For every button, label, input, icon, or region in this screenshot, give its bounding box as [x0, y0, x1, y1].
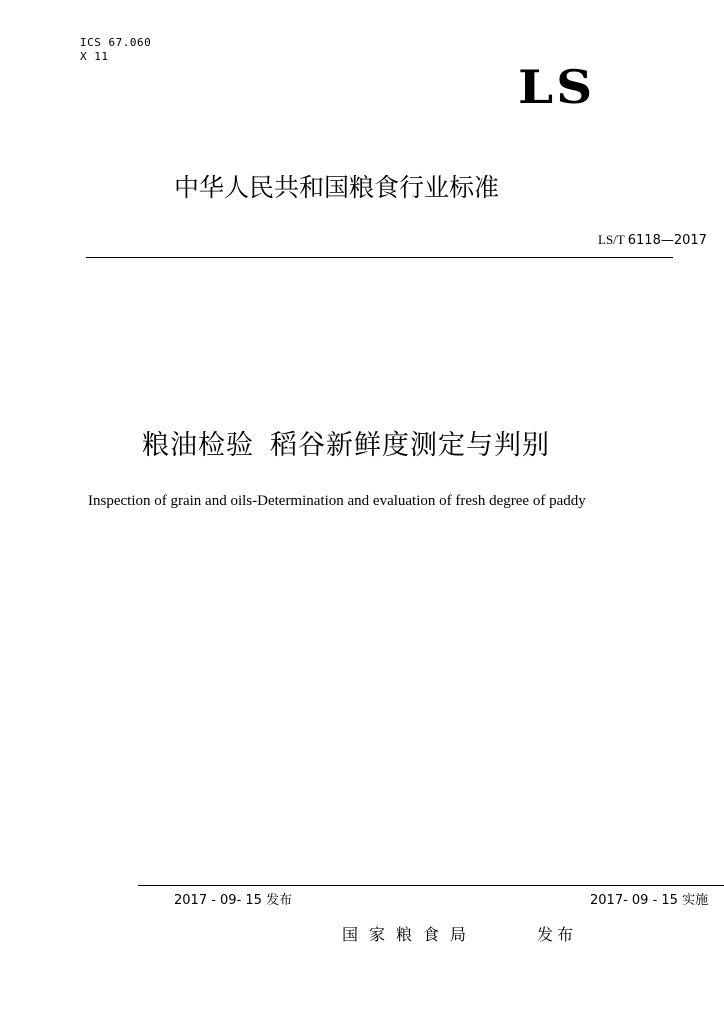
title-cn-part1: 粮油检验 — [142, 430, 254, 461]
standard-category-title: 中华人民共和国粮食行业标准 — [174, 173, 500, 202]
ccs-code: X 11 — [80, 50, 109, 63]
implementation-date: 2017- 09 - 15 实施 — [590, 893, 709, 908]
ls-logo: LS — [518, 60, 596, 115]
standard-number-value: 6118—2017 — [627, 233, 707, 248]
document-title-cn — [142, 428, 550, 464]
ics-code: ICS 67.060 — [80, 36, 152, 49]
standard-number-prefix: LS/T — [598, 232, 628, 247]
issuing-authority: 国家粮食局 — [342, 925, 478, 944]
issue-label: 发布 — [537, 925, 578, 944]
bottom-divider — [138, 885, 724, 886]
standard-number — [598, 232, 707, 249]
top-divider — [86, 257, 673, 258]
issue-date: 2017 - 09- 15 发布 — [174, 893, 293, 908]
document-title-en: Inspection of grain and oils-Determination and evaluation of fresh degree of paddy — [88, 493, 586, 509]
title-cn-part2: 稻谷新鲜度测定与判别 — [270, 430, 550, 461]
